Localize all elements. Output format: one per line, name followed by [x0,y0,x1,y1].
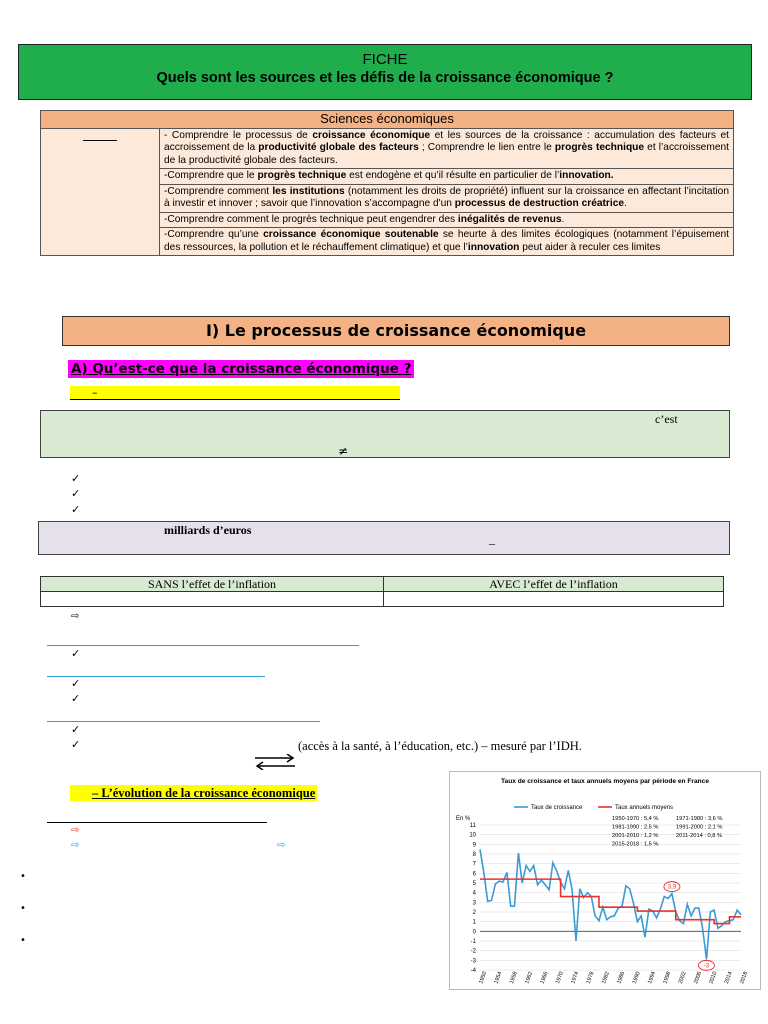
chart-x-tick-label: 1962 [524,970,535,985]
program-text-run: productivité globale des facteurs [258,142,419,153]
chart-y-tick-label: 2 [472,910,476,916]
subsection-a-title: A) Qu’est-ce que la croissance économique ? [68,360,414,378]
chart-legend-growth-label: Taux de croissance [531,805,583,811]
growth-chart [449,771,761,990]
chart-y-tick-label: 7 [472,861,476,868]
bullet-icon: • [20,871,26,882]
program-row [160,212,734,228]
check-icon: ✓ [71,738,81,751]
program-text-run: et l’accroissement de la productivité globale des facteurs. [164,142,729,166]
chart-x-tick-label: 1998 [662,970,673,985]
check-icon: ✓ [71,487,81,500]
chart-x-tick-label: 2014 [723,970,734,985]
chart-x-tick-label: 2018 [739,970,750,985]
gdp-box [38,521,730,555]
chart-legend-period: 1981-1990 : 2,5 % [612,824,659,831]
definition-box [40,410,730,458]
check-icon: ✓ [71,503,81,516]
program-text-run: ; Comprendre le lien entre le [418,142,555,153]
chart-y-tick-label: -1 [470,939,476,945]
chart-series-growth-line [480,849,741,959]
bullet-icon: • [20,903,26,914]
chart-x-tick-label: 1958 [508,970,519,985]
chart-y-tick-label: 3 [472,900,476,907]
program-row [160,128,734,169]
chart-legend-period: 1991-2000 : 2,1 % [676,824,723,831]
program-table-heading: Sciences économiques [41,111,734,129]
chart-y-tick-label: -4 [470,968,476,974]
program-text-run: croissance économique [312,129,431,141]
chart-x-tick-label: 1982 [601,970,611,985]
exchange-arrows-icon [253,754,297,770]
program-text-run: - Comprendre le processus de [164,129,313,141]
inflation-table [40,576,724,607]
chart-y-tick-label: 10 [469,832,476,839]
program-text-run: . [624,198,627,209]
chart-y-tick-label: 11 [469,823,476,829]
chart-y-tick-label: 0 [472,929,476,936]
gdp-dash: – [489,536,495,550]
chart-x-tick-label: 1990 [631,970,642,985]
program-text-run: peut aider à reculer ces limites [519,241,661,253]
chart-legend-mean-label: Taux annuels moyens [615,805,674,811]
chart-x-tick-label: 1954 [493,970,504,985]
page-title-box [18,44,752,100]
program-text-run: progrès technique [554,142,645,153]
chart-y-tick-label: 5 [472,881,476,887]
arrow-right-icon: ⇨ [277,840,286,851]
chart-legend-period: 1950-1970 : 5,4 % [612,816,659,822]
arrow-right-icon: ⇨ [71,611,80,622]
bullet-icon: • [20,935,26,946]
program-text-run: les institutions [272,185,345,197]
program-text-run: -Comprendre comment [164,185,273,197]
program-blank-cell [41,128,160,256]
definition-cest: c’est [655,412,678,426]
blank-line [47,645,359,646]
chart-x-tick-label: 1994 [647,970,658,985]
chart-y-tick-label: 4 [472,890,476,897]
program-text-run: progrès technique [257,170,347,181]
arrow-right-icon: ⇨ [71,825,80,836]
chart-x-tick-label: 1950 [478,970,489,985]
chart-annotation-label: -3 [703,963,710,970]
chart-y-tick-label: -2 [470,948,476,955]
chart-x-tick-label: 1986 [616,970,627,985]
evolution-title-text: – L’évolution de la croissance économique [92,786,316,800]
blank-line [47,721,320,722]
program-row [160,228,734,256]
chart-title: Taux de croissance et taux annuels moyens par période en France [500,778,710,785]
page-title-label: FICHE [362,51,408,68]
chart-x-tick-label: 1966 [539,970,550,985]
not-equal-sign: ≠ [338,444,349,458]
growth-chart-svg [450,772,760,989]
program-text-run: est endogène et qu’il résulte en particulier de l’ [346,170,560,181]
program-row [160,184,734,212]
program-text-run: inégalités de revenus [457,213,562,225]
program-text-run: processus de destruction créatrice [454,198,625,209]
program-row [160,169,734,185]
idh-text: (accès à la santé, à l’éducation, etc.) – mesuré par l’IDH. [298,739,582,753]
inflation-cell [384,592,724,607]
section-title: I) Le processus de croissance économique [62,316,730,346]
check-icon: ✓ [71,692,81,705]
chart-y-label: En % [456,816,471,822]
inflation-col-without: SANS l’effet de l’inflation [41,577,384,592]
program-text-run: (notamment les droits de propriété) influent sur la croissance en affectant l’incitation à investir et innover ; savoir que l’innovation s’accompagne d'un [164,185,729,209]
arrow-right-icon: ⇨ [71,840,80,851]
program-table [40,110,734,256]
chart-x-tick-label: 1974 [570,970,581,985]
chart-y-tick-label: 8 [472,852,476,858]
program-text-run: -Comprendre qu’une [164,229,264,240]
program-text-run: croissance économique soutenable [263,229,439,240]
chart-y-tick-label: -3 [470,958,476,965]
chart-legend-period: 2001-2010 : 1,2 % [612,833,659,839]
program-text-run: -Comprendre que le [164,170,258,181]
program-text-run: -Comprendre comment le progrès technique peut engendrer des [164,213,458,225]
inflation-cell [41,592,384,607]
check-icon: ✓ [71,723,81,736]
check-icon: ✓ [71,472,81,485]
chart-annotation-label: 3,9 [667,884,677,891]
gdp-unit: milliards d’euros [164,523,252,537]
chart-legend-period: 1971-1980 : 3,6 % [676,816,723,822]
chart-legend-period: 2015-2018 : 1,5 % [612,841,659,848]
program-text-run: se heurte à des limites écologiques (notamment l’épuisement des ressources, la pollution et le réchauffement climatique) et que l’ [164,229,730,253]
evolution-title [70,785,317,801]
page-title-question: Quels sont les sources et les défis de la croissance économique ? [156,70,614,86]
inflation-col-with: AVEC l’effet de l’inflation [384,577,724,592]
chart-x-tick-label: 1978 [585,970,596,985]
chart-x-tick-label: 2002 [677,970,688,985]
chart-x-tick-label: 1970 [555,970,565,985]
chart-y-tick-label: 1 [472,919,476,926]
chart-y-tick-label: 6 [472,871,476,878]
chart-x-tick-label: 2010 [708,970,719,985]
chart-x-tick-label: 2006 [693,970,704,985]
blank-line [47,822,267,823]
chart-y-tick-label: 9 [472,842,476,849]
program-text-run: innovation [467,241,520,253]
program-text-run: et les sources de la croissance : accumulation des facteurs et accroissement de la [164,129,730,153]
program-text-run: innovation. [559,170,614,181]
program-text-run: . [561,213,565,225]
check-icon: ✓ [71,647,81,660]
check-icon: ✓ [71,677,81,690]
fill-in-blank: – [70,386,400,400]
chart-legend-period: 2011-2014 : 0,8 % [676,833,723,839]
